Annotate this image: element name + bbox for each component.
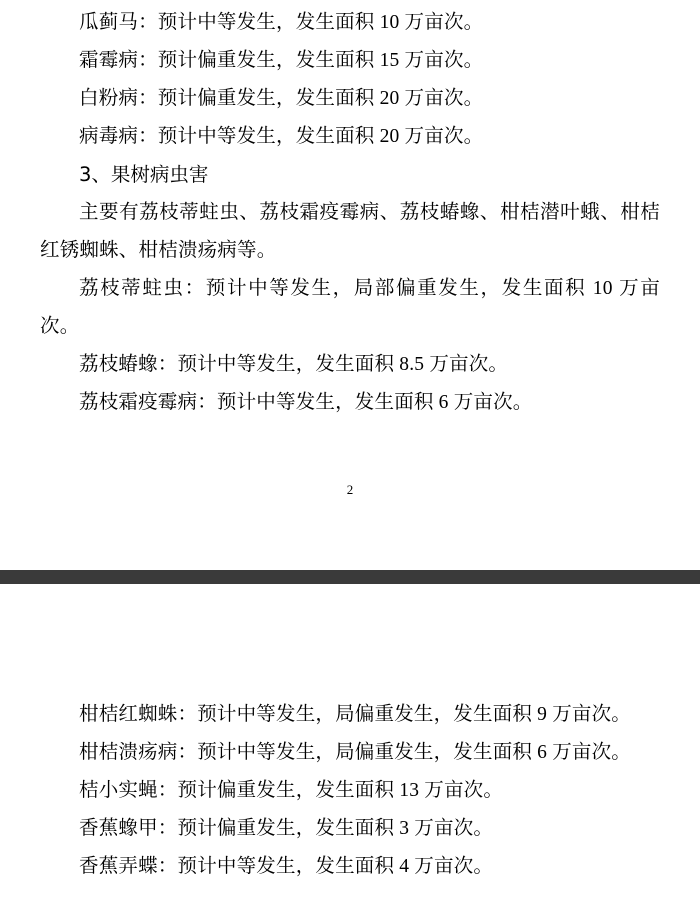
page-number: 2 bbox=[346, 482, 354, 497]
text-line: 霜霉病：预计偏重发生，发生面积 15 万亩次。 bbox=[79, 50, 484, 71]
section-heading-fruit-tree-pests: 3、果树病虫害 bbox=[79, 163, 209, 186]
text-line: 香蕉蟓甲：预计偏重发生，发生面积 3 万亩次。 bbox=[79, 818, 494, 839]
text-line: 瓜蓟马：预计中等发生，发生面积 10 万亩次。 bbox=[79, 12, 484, 33]
text-line: 香蕉弄蝶：预计中等发生，发生面积 4 万亩次。 bbox=[79, 856, 494, 877]
text-line: 柑桔溃疡病：预计中等发生，局偏重发生，发生面积 6 万亩次。 bbox=[79, 742, 632, 763]
text-line: 荔枝蝽蟓：预计中等发生，发生面积 8.5 万亩次。 bbox=[79, 354, 509, 375]
page-separator bbox=[0, 570, 700, 584]
text-line: 荔枝蒂蛀虫：预计中等发生，局部偏重发生，发生面积 10 万亩次。 bbox=[40, 278, 660, 337]
text-line: 病毒病：预计中等发生，发生面积 20 万亩次。 bbox=[79, 126, 484, 147]
text-line: 柑桔红蜘蛛：预计中等发生，局偏重发生，发生面积 9 万亩次。 bbox=[79, 704, 632, 725]
text-line: 荔枝霜疫霉病：预计中等发生，发生面积 6 万亩次。 bbox=[79, 392, 533, 413]
page-bottom-section bbox=[0, 584, 700, 886]
text-line: 桔小实蝇：预计偏重发生，发生面积 13 万亩次。 bbox=[79, 780, 504, 801]
section-body-paragraph: 主要有荔枝蒂蛀虫、荔枝霜疫霉病、荔枝蝽蟓、柑桔潜叶蛾、柑桔红锈蜘蛛、柑桔溃疡病等。 bbox=[40, 202, 660, 261]
text-line: 白粉病：预计偏重发生，发生面积 20 万亩次。 bbox=[79, 88, 484, 109]
